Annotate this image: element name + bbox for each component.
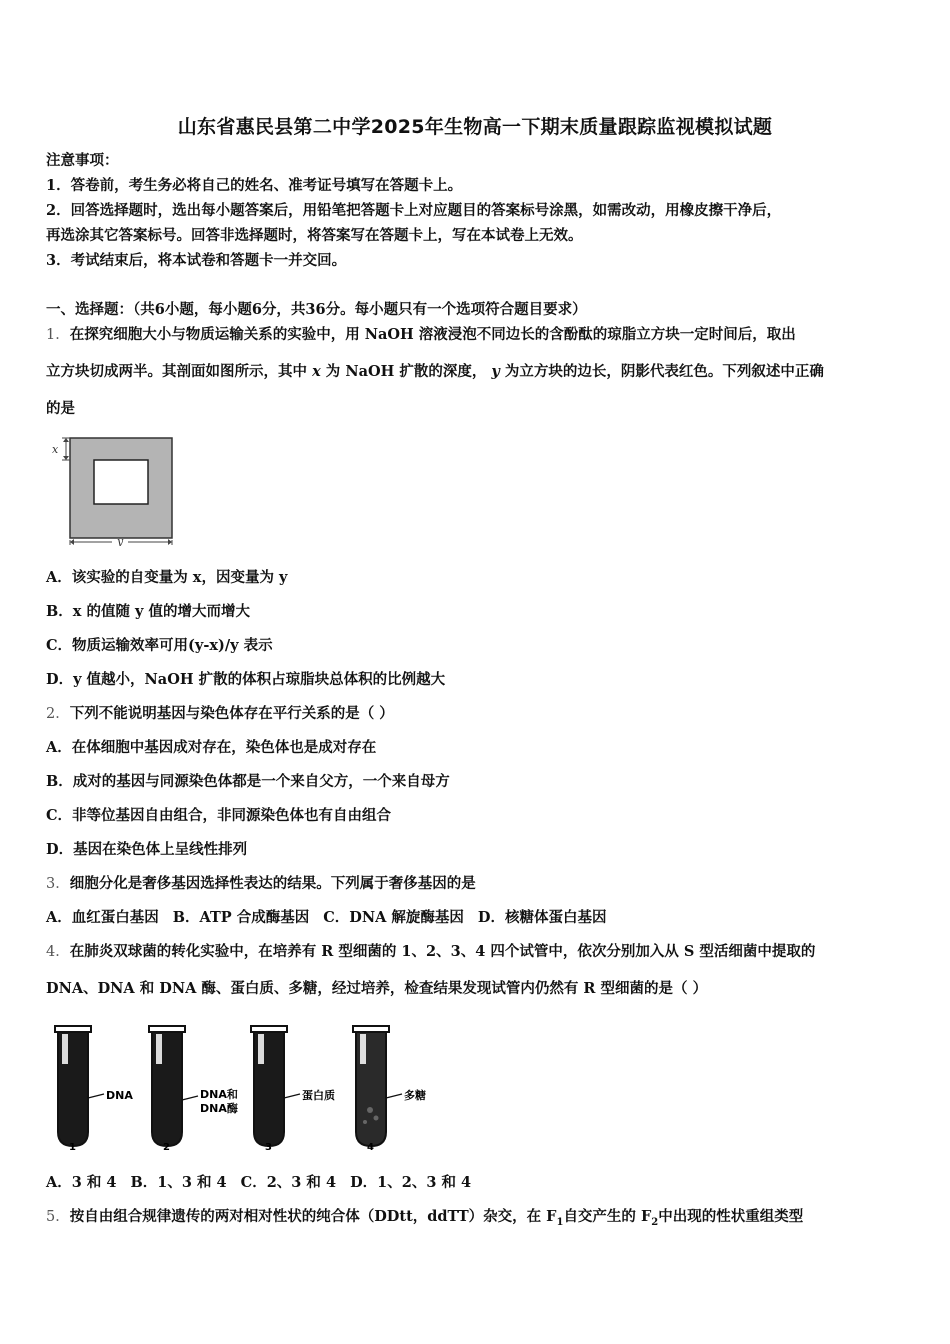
q1-var-y: y (491, 363, 500, 380)
q1-agar-block-figure (46, 434, 178, 546)
q4-tube-4-number: 4 (367, 1142, 374, 1153)
q5-sub-1: 1 (556, 1216, 564, 1228)
q4-test-tubes-figure (46, 1020, 446, 1158)
q5-stem-text-c: 中出现的性状重组类型 (658, 1208, 804, 1225)
q2-stem (46, 704, 394, 724)
q4-number: 4． (46, 944, 70, 960)
q4-stem-line2: DNA、DNA 和 DNA 酶、蛋白质、多糖，经过培养，检查结果发现试管内仍然有 R 型细菌的是（ ） (46, 980, 708, 997)
notice-item-1: 1．答卷前，考生务必将自己的姓名、准考证号填写在答题卡上。 (46, 177, 463, 194)
q2-option-b: B．成对的基因与同源染色体都是一个来自父方，一个来自母方 (46, 773, 450, 790)
q1-inner-block (94, 460, 148, 504)
q1-stem-line1 (46, 325, 796, 345)
q5-stem-text-a: 按自由组合规律遗传的两对相对性状的纯合体（DDtt，ddTT）杂交，在 F (69, 1208, 557, 1225)
q1-stem-text-2b: 为 NaOH 扩散的深度， (325, 363, 487, 380)
q3-number: 3． (46, 876, 70, 892)
q1-option-b: B．x 的值随 y 值的增大而增大 (46, 603, 250, 620)
q4-tube-3-number: 3 (265, 1142, 272, 1153)
q4-option-a: A．3 和 4 (46, 1174, 117, 1191)
q1-number: 1． (46, 327, 70, 343)
q4-tube-4-label: 多糖 (404, 1089, 426, 1102)
q1-option-c: C．物质运输效率可用(y-x)/y 表示 (46, 637, 273, 654)
q1-y-label: y (117, 535, 124, 546)
q1-stem-line2 (46, 362, 824, 382)
q4-option-c: C．2、3 和 4 (240, 1174, 337, 1191)
q1-x-arrow-up (63, 438, 69, 442)
q2-option-c: C．非等位基因自由组合，非同源染色体也有自由组合 (46, 807, 392, 824)
q4-option-b: B．1、3 和 4 (130, 1174, 227, 1191)
q1-option-d: D．y 值越小，NaOH 扩散的体积占琼脂块总体积的比例越大 (46, 671, 446, 688)
q3-stem (46, 874, 476, 894)
q4-tube-1-label: DNA (106, 1089, 133, 1102)
q1-stem-line3: 的是 (46, 400, 75, 417)
q4-tube-2 (149, 1026, 238, 1153)
q1-x-arrow-down (63, 456, 69, 460)
q1-y-arrow-left (70, 539, 74, 545)
q5-sub-2: 2 (651, 1216, 659, 1228)
q4-tube-3 (251, 1026, 335, 1153)
q3-options (46, 908, 620, 928)
notice-heading: 注意事项： (46, 152, 119, 169)
q1-stem-text-1: 在探究细胞大小与物质运输关系的实验中，用 NaOH 溶液浸泡不同边长的含酚酞的琼脂立方块一定时间后，取出 (69, 326, 796, 343)
q5-stem (46, 1207, 803, 1233)
q4-stem-text-1: 在肺炎双球菌的转化实验中，在培养有 R 型细菌的 1、2、3、4 四个试管中，依次分别加入从 S 型活细菌中提取的 (69, 943, 816, 960)
q3-stem-text: 细胞分化是奢侈基因选择性表达的结果。下列属于奢侈基因的是 (69, 875, 476, 892)
q5-number: 5． (46, 1209, 70, 1225)
q4-tube-2-label-line2: DNA酶 (200, 1102, 238, 1115)
q4-stem-line1 (46, 942, 815, 962)
q1-var-x: x (312, 363, 321, 380)
notice-item-3: 3．考试结束后，将本试卷和答题卡一并交回。 (46, 252, 347, 269)
q4-options (46, 1173, 485, 1193)
q4-tube-1-number: 1 (69, 1142, 76, 1153)
q3-option-a: A．血红蛋白基因 (46, 909, 159, 926)
q4-tube-3-label: 蛋白质 (302, 1089, 335, 1102)
q4-tube-2-label-line1: DNA和 (200, 1088, 238, 1101)
q2-number: 2． (46, 706, 70, 722)
q1-x-label: x (52, 443, 59, 456)
q1-y-arrow-right (168, 539, 172, 545)
page-title: 山东省惠民县第二中学2025年生物高一下期末质量跟踪监视模拟试题 (177, 116, 773, 138)
q3-option-b: B．ATP 合成酶基因 (172, 909, 310, 926)
q1-stem-text-2a: 立方块切成两半。其剖面如图所示，其中 (46, 363, 307, 380)
notice-item-2: 2．回答选择题时，选出每小题答案后，用铅笔把答题卡上对应题目的答案标号涂黑，如需改动，用橡皮擦干净后， (46, 202, 782, 219)
notice-item-2-cont: 再选涂其它答案标号。回答非选择题时，将答案写在答题卡上，写在本试卷上无效。 (46, 227, 583, 244)
q2-option-d: D．基因在染色体上呈线性排列 (46, 841, 248, 858)
q2-stem-text: 下列不能说明基因与染色体存在平行关系的是（ ） (69, 705, 394, 722)
q5-stem-text-b: 自交产生的 F (563, 1208, 652, 1225)
q4-option-d: D．1、2、3 和 4 (350, 1174, 472, 1191)
q3-option-d: D．核糖体蛋白基因 (477, 909, 607, 926)
q3-option-c: C．DNA 解旋酶基因 (323, 909, 464, 926)
q4-tube-4 (353, 1026, 426, 1153)
q1-option-a: A．该实验的自变量为 x，因变量为 y (46, 569, 288, 586)
q4-tube-2-number: 2 (163, 1142, 170, 1153)
q4-tube-1 (55, 1026, 133, 1153)
q2-option-a: A．在体细胞中基因成对存在，染色体也是成对存在 (46, 739, 377, 756)
q1-stem-text-2c: 为立方块的边长，阴影代表红色。下列叙述中正确 (504, 363, 824, 380)
section-heading: 一、选择题：（共6小题，每小题6分，共36分。每小题只有一个选项符合题目要求） (46, 301, 587, 318)
